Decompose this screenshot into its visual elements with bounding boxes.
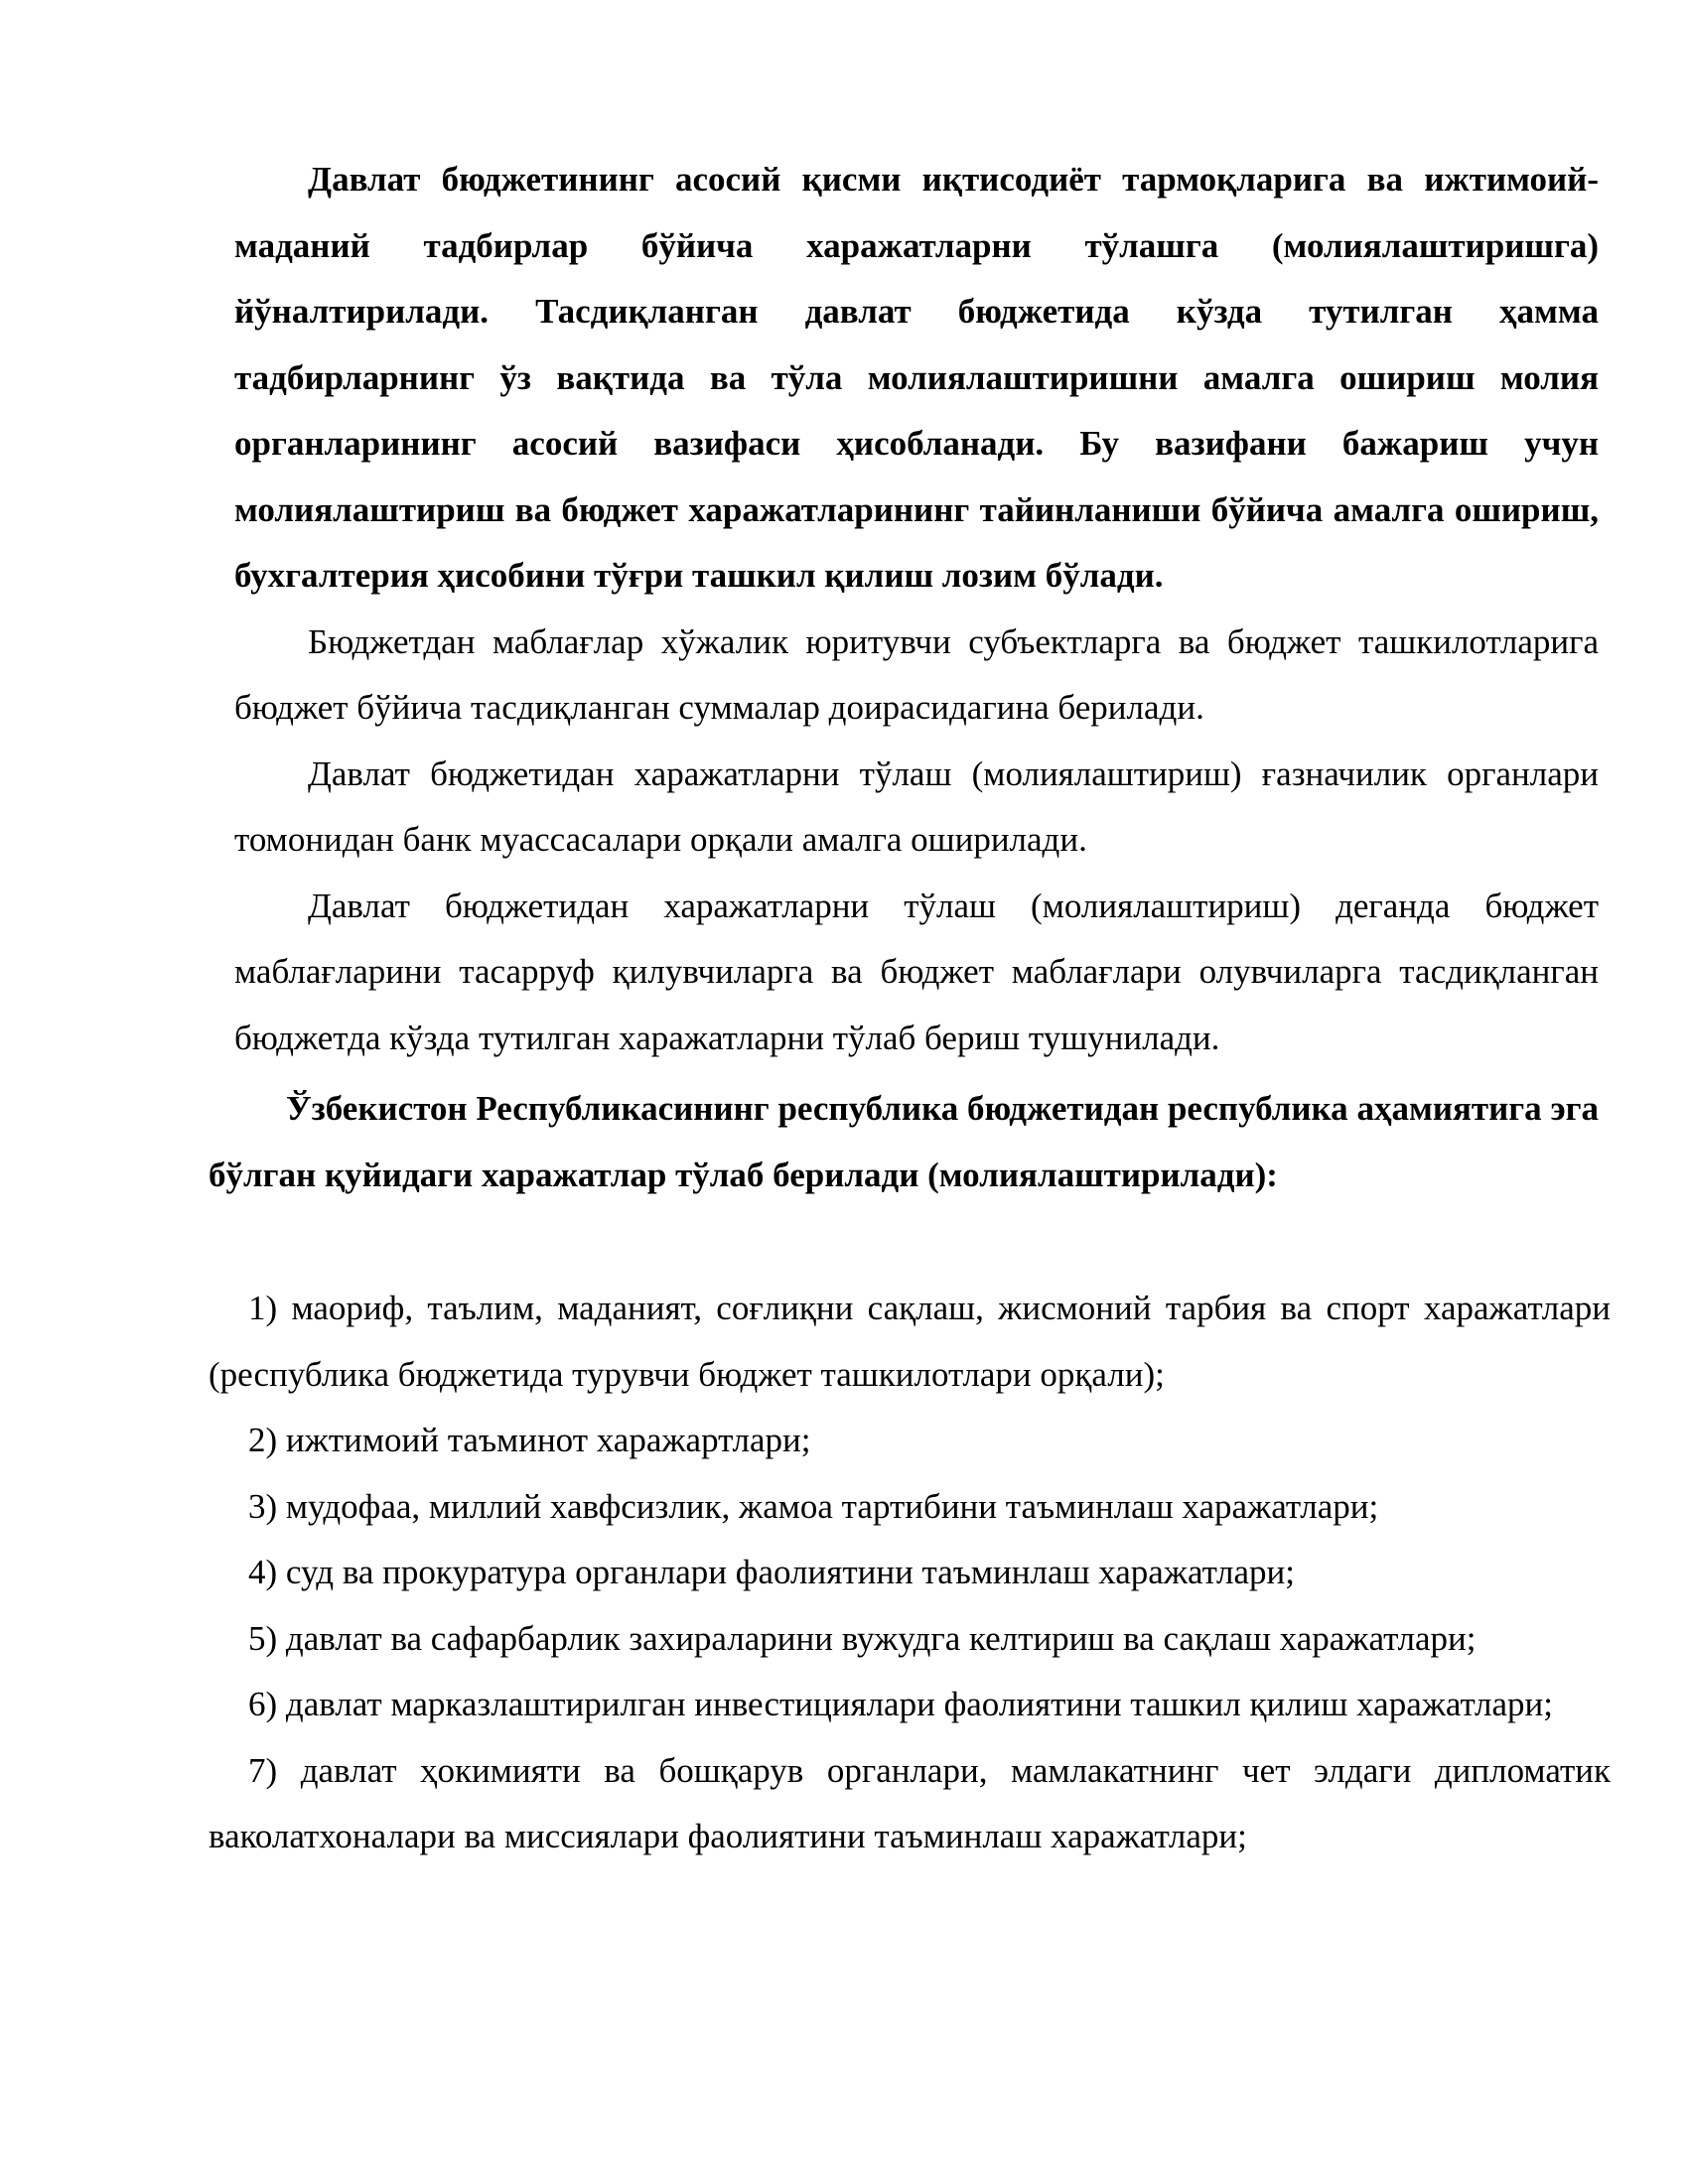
paragraph-budget-purpose: Давлат бюджетининг асосий қисми иқтисодиёт тармоқларига ва ижтимоий-маданий тадбирлар бўйича харажатларни тўлашга (молиялаштиришга) йўналтирилади. Тасдиқланган давлат бюджетида кўзда тутилган ҳамма тадбирларнинг ўз вақтида ва тўла молиялаштиришни амалга ошириш молия органларининг асосий вазифаси ҳисобланади. Бу вазифани бажариш учун молиялаштириш ва бюджет харажатларининг тайинланиши бўйича амалга ошириш, бухгалтерия ҳисобини тўғри ташкил қилиш лозим бўлади. [234, 160, 1599, 595]
list-item: 3) мудофаа, миллий хавфсизлик, жамоа тартибини таъминлаш харажатлари; [248, 1486, 1379, 1526]
list-item: 7) давлат ҳокимияти ва бошқарув органлари, мамлакатнинг чет элдаги дипломатик ваколатхоналари ва миссиялари фаолиятини таъминлаш харажатлари; [209, 1750, 1611, 1855]
list-item: 1) маориф, таълим, маданият, соғлиқни сақлаш, жисмоний тарбия ва спорт харажатлари (республика бюджетида турувчи бюджет ташкилотлари орқали); [209, 1289, 1611, 1394]
republic-budget-section [209, 1076, 1599, 1208]
paragraph-republic-expenses-heading: Ўзбекистон Республикасининг республика бюджетидан республика аҳамиятига эга бўлган қуйидаги харажатлар тўлаб берилади (молиялаштирилади): [209, 1089, 1599, 1194]
list-item: 6) давлат марказлаштирилган инвестициялари фаолиятини ташкил қилиш харажатлари; [248, 1685, 1553, 1723]
intro-section [234, 147, 1599, 1071]
list-item: 5) давлат ва сафарбарлик захираларини вужудга келтириш ва сақлаш харажатлари; [248, 1618, 1477, 1658]
paragraph-financing-definition: Давлат бюджетидан харажатларни тўлаш (молиялаштириш) деганда бюджет маблағларини тасарруф қилувчиларга ва бюджет маблағлари олувчиларга тасдиқланган бюджетда кўзда тутилган харажатларни тўлаб бериш тушунилади. [234, 886, 1599, 1057]
paragraph-treasury-payment: Давлат бюджетидан харажатларни тўлаш (молиялаштириш) ғазначилик органлари томонидан банк муассасалари орқали амалга оширилади. [234, 753, 1599, 859]
list-item: 2) ижтимоий таъминот харажартлари; [248, 1421, 811, 1459]
list-item: 4) суд ва прокуратура органлари фаолиятини таъминлаш харажатлари; [248, 1553, 1296, 1591]
expense-list [209, 1276, 1611, 1870]
paragraph-budget-allocation: Бюджетдан маблағлар хўжалик юритувчи субъектларга ва бюджет ташкилотларига бюджет бўйича тасдиқланган суммалар доирасидагина берилади. [234, 621, 1599, 727]
